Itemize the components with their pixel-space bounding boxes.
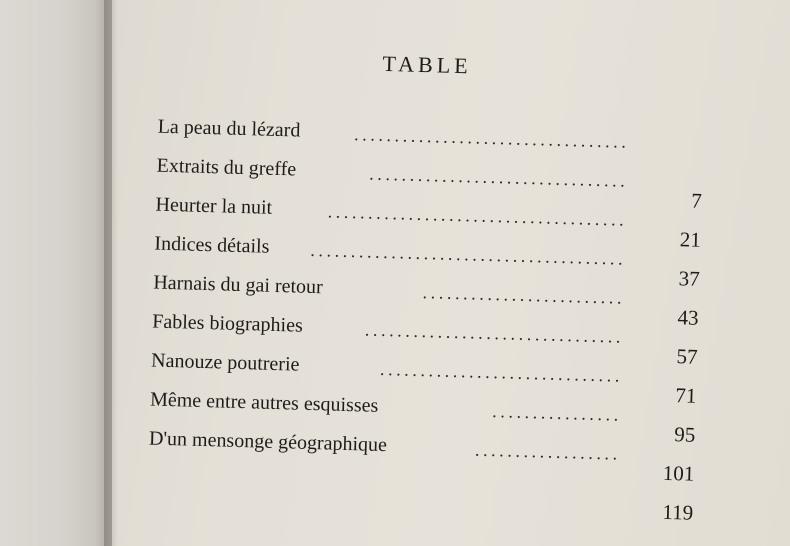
toc-entry-page: 57 [676,344,698,369]
toc-entry-page: 37 [678,266,701,291]
toc-entry-page: 7 [691,188,703,213]
leader-dots: ................................ [369,163,629,191]
toc-entry-title: Nanouze poutrerie [150,349,300,376]
leader-dots: .............................. [379,358,624,386]
toc-entry-title: Indices détails [154,232,270,258]
leader-dots: .................................. [353,124,630,152]
leader-dots: .................. [474,439,622,464]
toc-entry-page: 95 [674,422,696,447]
leader-dots: ................ [492,401,623,425]
toc-entry-title: La peau du lézard [157,115,301,142]
toc-entry-page: 43 [677,305,699,330]
toc-entry-title: Extraits du greffe [156,154,297,181]
leader-dots: ......................... [422,282,626,308]
toc-entry-title: Harnais du gai retour [153,271,324,299]
toc-entry-page: 119 [662,499,694,525]
page-title: TABLE [382,50,473,79]
toc-list [147,115,718,525]
leader-dots: ....................................... [310,239,627,269]
leader-dots: ..................................... [327,201,628,230]
toc-entry-page: 101 [662,460,695,486]
toc-entry-title: Heurter la nuit [155,193,273,219]
toc-entry-title: Fables biographies [151,310,304,337]
leader-dots: ................................ [364,319,625,347]
toc-entry-title: D'un mensonge géographique [148,427,388,457]
toc-entry-title: Même entre autres esquisses [149,388,379,417]
toc-entry-page: 21 [679,227,702,252]
toc-entry-page: 71 [675,383,697,408]
